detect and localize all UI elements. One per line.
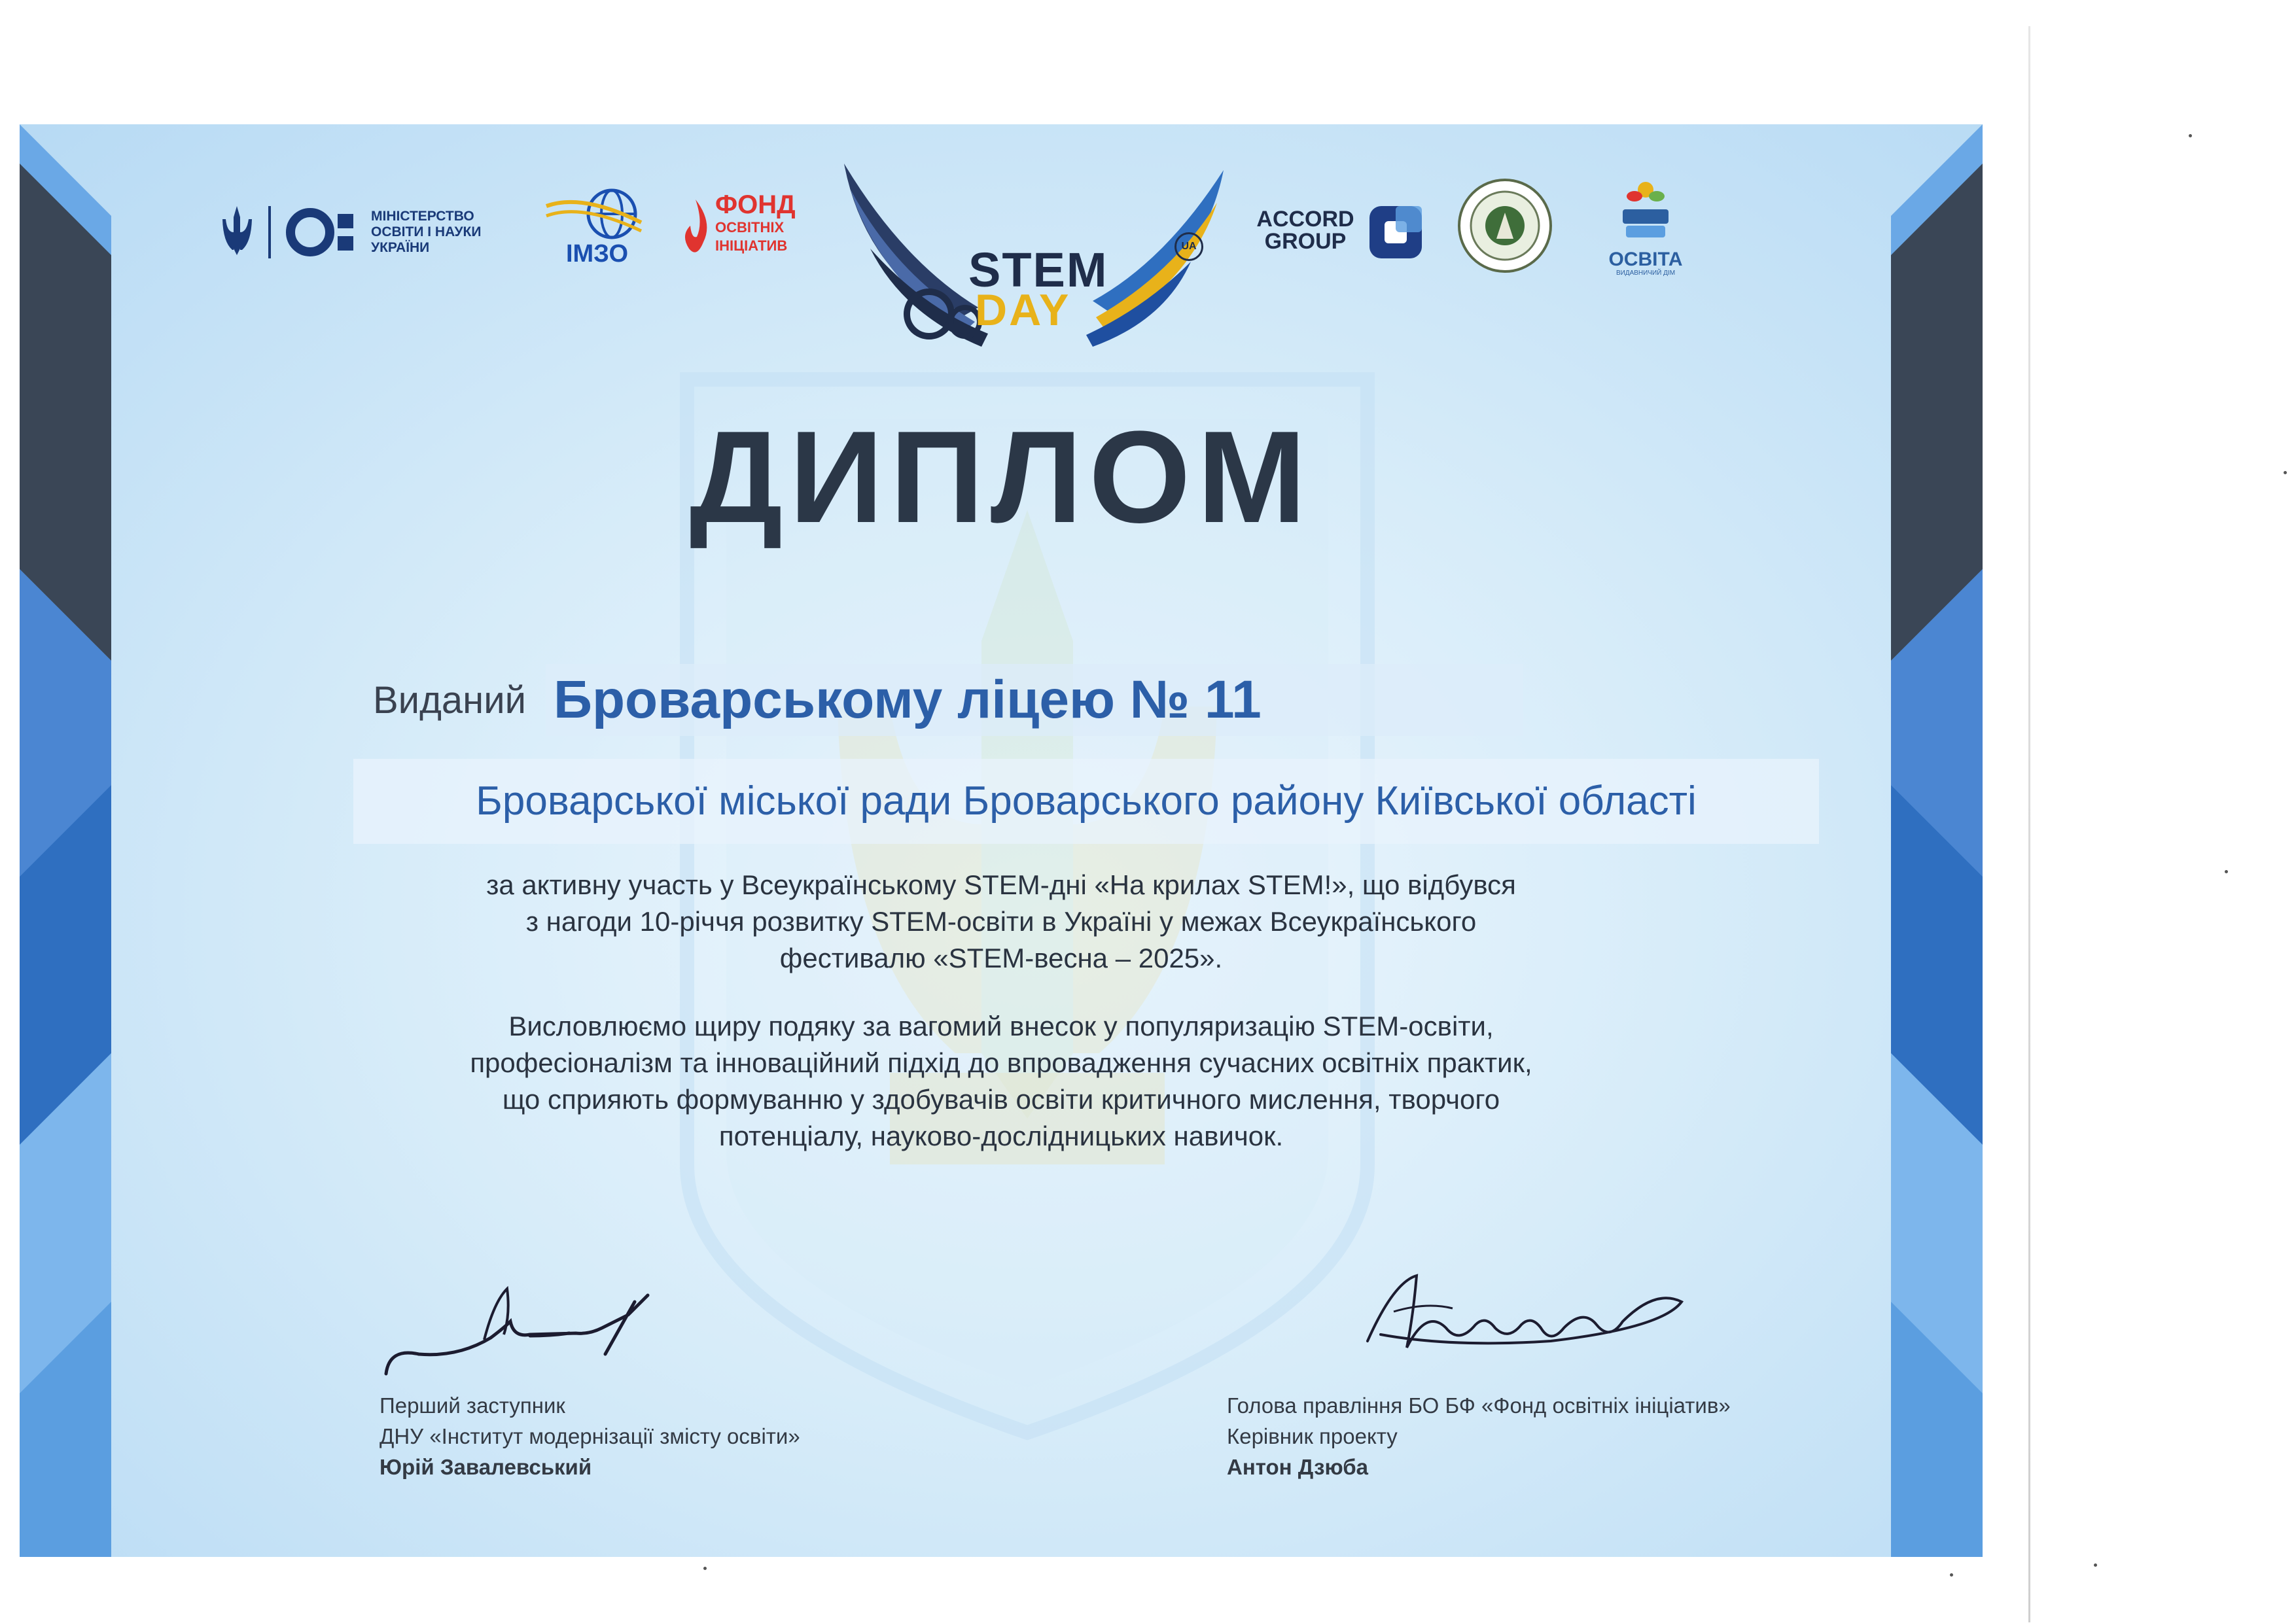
partner-logos <box>20 124 1983 340</box>
signatory-name: Юрій Завалевський <box>380 1455 592 1479</box>
fond-logo <box>677 190 841 268</box>
right-signature <box>1354 1263 1695 1367</box>
left-signatory <box>380 1390 800 1482</box>
recipient-line <box>373 661 1523 739</box>
text-line: з нагоди 10-річчя розвитку STEM-освіти в Україні у межах Всеукраїнського <box>525 906 1477 937</box>
award-text <box>281 867 1721 1186</box>
scan-speck <box>2225 870 2228 873</box>
trident-icon <box>219 203 255 262</box>
text-line: потенціалу, науково-дослідницьких навичок. <box>718 1121 1284 1151</box>
scan-speck <box>703 1567 707 1570</box>
stem-day-logo <box>824 150 1243 412</box>
ua-badge: UA <box>1174 232 1203 261</box>
imzo-logo <box>543 186 651 268</box>
osvita-sublabel: ВИДАВНИЧИЙ ДІМ <box>1616 270 1676 277</box>
osvita-logo <box>1603 177 1688 275</box>
recipient-name: Броварському ліцею № 11 <box>546 664 1523 736</box>
school-seal-icon <box>1456 177 1554 275</box>
scan-speck <box>1950 1573 1953 1577</box>
text-line: професіоналізм та інноваційний підхід до впровадження сучасних освітніх практик, <box>470 1047 1532 1078</box>
scan-speck <box>2284 471 2287 474</box>
ministry-logo <box>219 196 553 268</box>
ministry-mark-icon <box>284 206 359 258</box>
right-signatory <box>1227 1390 1731 1482</box>
stem-label: STEM <box>968 243 1108 297</box>
ministry-name: МІНІСТЕРСТВО ОСВІТИ І НАУКИ УКРАЇНИ <box>371 209 482 255</box>
scan-speck <box>2189 134 2192 137</box>
recipient-affiliation: Броварської міської ради Броварського району Київської області <box>353 759 1819 844</box>
book-flower-icon <box>1603 177 1688 249</box>
text-line: фестивалю «STEM-весна – 2025». <box>779 943 1223 973</box>
text-line: за активну участь у Всеукраїнському STEM-дні «На крилах STEM!», що відбувся <box>486 869 1516 900</box>
scan-edge <box>2028 26 2030 1622</box>
issued-label: Виданий <box>373 678 527 722</box>
accord-mark-icon <box>1366 203 1425 262</box>
divider <box>268 206 271 258</box>
flame-icon <box>677 196 713 262</box>
signatory-organization: ДНУ «Інститут модернізації змісту освіти» <box>380 1424 800 1448</box>
text-line: Висловлюємо щиру подяку за вагомий внесок у популяризацію STEM-освіти, <box>508 1011 1494 1041</box>
left-signature <box>380 1276 674 1387</box>
accord-label: ACCORD GROUP <box>1256 207 1354 254</box>
day-label: DAY <box>975 285 1071 335</box>
osvita-label: ОСВІТА <box>1608 249 1683 270</box>
participation-paragraph <box>281 867 1721 977</box>
signatory-position: Голова правління БО БФ «Фонд освітніх ініціатив» <box>1227 1393 1731 1418</box>
diploma <box>20 124 1983 1557</box>
accord-group-logo <box>1250 196 1433 275</box>
signatory-position: Перший заступник <box>380 1393 565 1418</box>
scan-speck <box>2094 1563 2097 1567</box>
imzo-label: ІМЗО <box>565 240 629 268</box>
fond-name: ФОНД ОСВІТНІХ ІНІЦІАТИВ <box>715 190 796 254</box>
signatory-name: Антон Дзюба <box>1227 1455 1368 1479</box>
globe-icon <box>543 186 651 242</box>
signatory-role: Керівник проекту <box>1227 1424 1398 1448</box>
text-line: що сприяють формуванню у здобувачів освіти критичного мислення, творчого <box>502 1084 1500 1115</box>
gratitude-paragraph <box>281 1008 1721 1155</box>
diploma-title: ДИПЛОМ <box>689 404 1313 550</box>
